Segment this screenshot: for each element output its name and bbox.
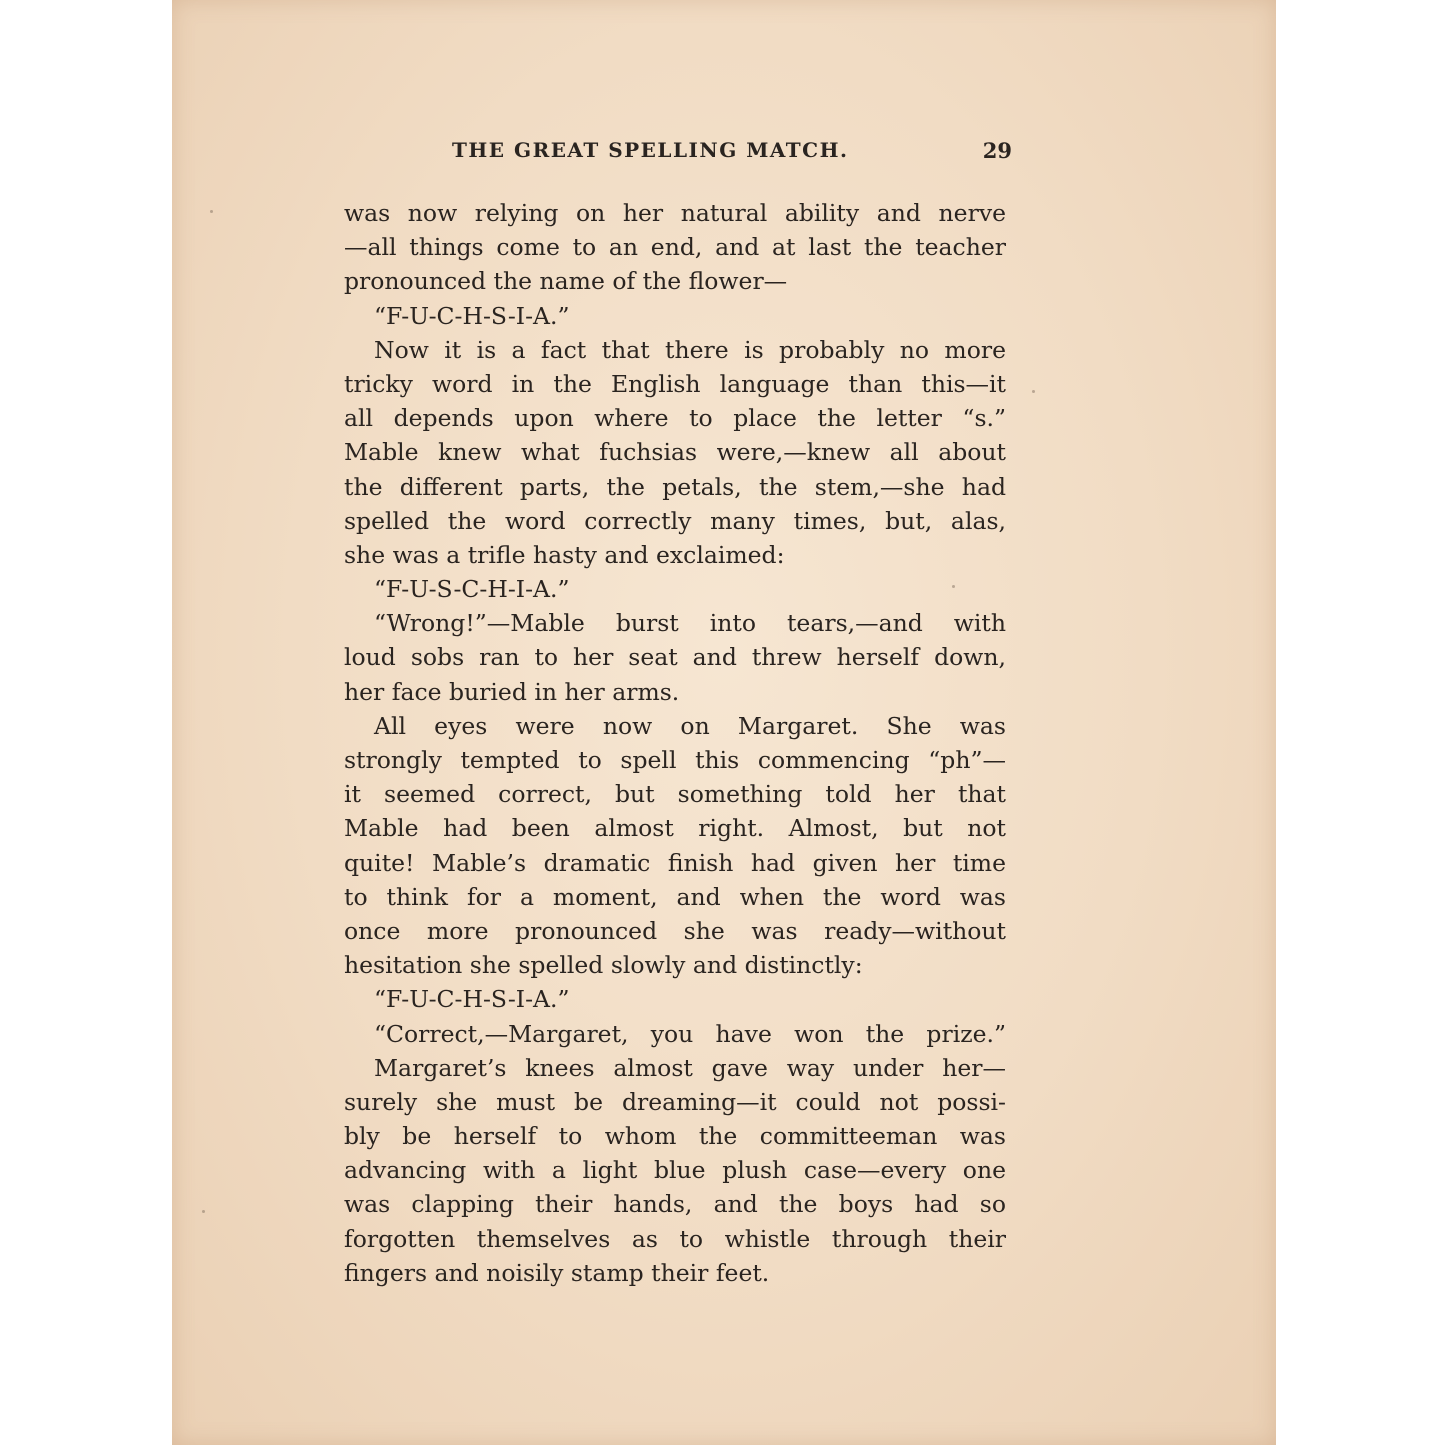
text-line: “F-U-S-C-H-I-A.” bbox=[374, 575, 570, 604]
book-page bbox=[172, 0, 1276, 1445]
text-line: All eyes were now on Margaret. She was bbox=[374, 711, 1006, 740]
body-text bbox=[344, 196, 1006, 1290]
text-line: her face buried in her arms. bbox=[344, 677, 680, 706]
text-line: was now relying on her natural ability and nerve bbox=[344, 199, 1006, 227]
text-line: tricky word in the English language than this—it bbox=[344, 369, 1006, 398]
text-line: forgotten themselves as to whistle through their bbox=[344, 1224, 1006, 1253]
text-line: pronounced the name of the flower— bbox=[344, 267, 788, 296]
text-line: surely she must be dreaming—it could not possi- bbox=[344, 1087, 1006, 1116]
text-line: the different parts, the petals, the stem,—she had bbox=[344, 472, 1006, 501]
text-line: hesitation she spelled slowly and distinctly: bbox=[344, 951, 863, 980]
text-line: Now it is a fact that there is probably no more bbox=[374, 335, 1006, 364]
text-line: spelled the word correctly many times, but, alas, bbox=[344, 506, 1006, 535]
running-head: THE GREAT SPELLING MATCH. bbox=[452, 138, 849, 162]
text-line: she was a trifle hasty and exclaimed: bbox=[344, 540, 785, 569]
paper-speck bbox=[952, 585, 955, 588]
paper-speck bbox=[202, 1210, 205, 1213]
text-line: “Wrong!”—Mable burst into tears,—and with bbox=[374, 609, 1006, 638]
text-line: fingers and noisily stamp their feet. bbox=[344, 1258, 770, 1287]
text-line: “F-U-C-H-S-I-A.” bbox=[374, 985, 570, 1014]
text-line: it seemed correct, but something told her that bbox=[344, 780, 1006, 809]
text-line: “Correct,—Margaret, you have won the prize.” bbox=[374, 1019, 1006, 1048]
text-line: “F-U-C-H-S-I-A.” bbox=[374, 301, 570, 330]
text-line: quite! Mable’s dramatic finish had given her time bbox=[344, 848, 1006, 877]
text-line: advancing with a light blue plush case—every one bbox=[344, 1156, 1006, 1185]
text-line: Mable knew what fuchsias were,—knew all about bbox=[344, 438, 1006, 467]
paper-speck bbox=[1032, 390, 1035, 393]
text-line: all depends upon where to place the letter “s.” bbox=[344, 404, 1006, 433]
text-line: once more pronounced she was ready—without bbox=[344, 916, 1006, 945]
text-line: bly be herself to whom the committeeman was bbox=[344, 1122, 1006, 1151]
page-header bbox=[452, 138, 1012, 166]
text-line: Margaret’s knees almost gave way under her— bbox=[374, 1053, 1006, 1082]
text-line: Mable had been almost right. Almost, but not bbox=[344, 814, 1006, 843]
paper-speck bbox=[210, 210, 213, 213]
text-line: to think for a moment, and when the word was bbox=[344, 882, 1006, 911]
page-number: 29 bbox=[982, 138, 1012, 163]
text-line: —all things come to an end, and at last the teacher bbox=[344, 233, 1006, 262]
text-line: loud sobs ran to her seat and threw herself down, bbox=[344, 643, 1006, 672]
text-line: was clapping their hands, and the boys had so bbox=[344, 1190, 1006, 1219]
text-line: strongly tempted to spell this commencing “ph”— bbox=[344, 746, 1006, 774]
